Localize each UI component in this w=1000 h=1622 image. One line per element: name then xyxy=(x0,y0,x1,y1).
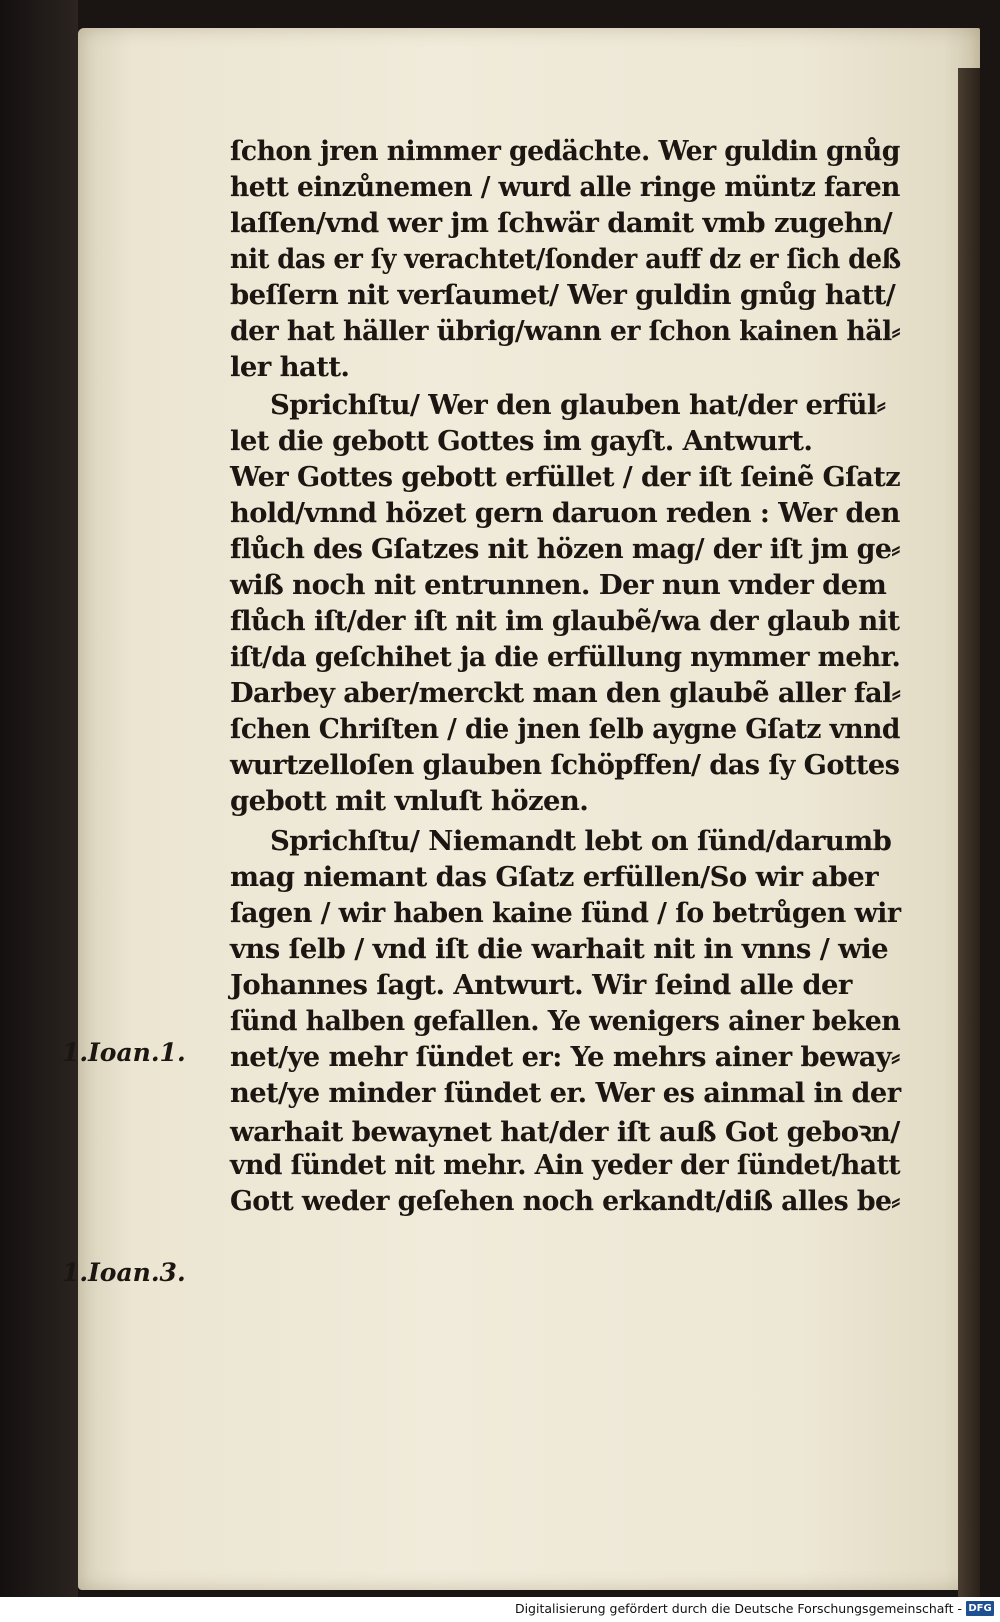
text-line: beſſern nit verſaumet/ Wer guldin gnůg hatt/ xyxy=(230,279,896,311)
margin-reference: 1.Ioan.1. xyxy=(62,1038,186,1067)
text-line: ſagen / wir haben kaine ſünd / ſo betrůgen wir xyxy=(230,897,901,929)
text-line: Sprichſtu/ Wer den glauben hat/der erfül⸗ xyxy=(270,389,886,421)
text-line: vnd ſündet nit mehr. Ain yeder der ſündet/hatt xyxy=(230,1149,901,1181)
text-line: laſſen/vnd wer jm ſchwär damit vmb zugehn/ xyxy=(230,207,893,239)
footer-credit: Digitalisierung gefördert durch die Deutsche Forschungsgemeinschaft - xyxy=(514,1601,962,1616)
binding-shadow-left xyxy=(0,0,78,1597)
text-line: flůch iſt/der iſt nit im glaubẽ/wa der glaub nit xyxy=(230,605,900,637)
dfg-logo: DFG xyxy=(966,1601,994,1616)
text-line: ſchon jren nimmer gedächte. Wer guldin gnůg xyxy=(230,135,900,167)
text-line: wiß noch nit entrunnen. Der nun vnder dem xyxy=(230,569,887,601)
text-line: Sprichſtu/ Niemandt lebt on ſünd/darumb xyxy=(270,825,892,857)
text-line: net/ye mehr ſündet er: Ye mehrs ainer beway⸗ xyxy=(230,1041,900,1073)
text-line: wurtzelloſen glauben ſchöpffen/ das ſy Gottes xyxy=(230,749,900,781)
margin-reference: 1.Ioan.3. xyxy=(62,1258,186,1287)
text-line: gebott mit vnluſt hözen. xyxy=(230,785,589,817)
text-line: ler hatt. xyxy=(230,351,350,383)
text-line: nit das er ſy verachtet/ſonder auff dz er ſich deß xyxy=(230,243,901,275)
text-line: vns ſelb / vnd iſt die warhait nit in vnns / wie xyxy=(230,933,889,965)
text-line: Wer Gottes gebott erfüllet / der iſt ſeinẽ Gſatz xyxy=(230,461,901,493)
text-line: Johannes ſagt. Antwurt. Wir ſeind alle der xyxy=(230,969,852,1001)
text-line: let die gebott Gottes im gayſt. Antwurt. xyxy=(230,425,813,457)
text-line: ſchen Chriſten / die jnen ſelb aygne Gſatz vnnd xyxy=(230,713,900,745)
text-line: iſt/da geſchihet ja die erfüllung nymmer mehr. xyxy=(230,641,901,673)
text-line: der hat häller übrig/wann er ſchon kainen häl⸗ xyxy=(230,315,900,347)
text-line: hold/vnnd hözet gern daruon reden : Wer den xyxy=(230,497,900,529)
text-line: mag niemant das Gſatz erfüllen/So wir aber xyxy=(230,861,878,893)
text-line: Darbey aber/merckt man den glaubẽ aller fal⸗ xyxy=(230,677,901,709)
binding-shadow-right xyxy=(958,68,980,1597)
text-line: hett einzůnemen / wurd alle ringe müntz faren xyxy=(230,171,900,203)
text-line: ſünd halben gefallen. Ye wenigers ainer beken xyxy=(230,1005,901,1037)
footer-bar xyxy=(0,1597,1000,1622)
text-line: net/ye minder ſündet er. Wer es ainmal in der xyxy=(230,1077,901,1109)
text-line: flůch des Gſatzes nit hözen mag/ der iſt jm ge⸗ xyxy=(230,533,900,565)
text-line: warhait bewaynet hat/der iſt auß Got geboꝛn/ xyxy=(230,1116,900,1148)
text-line: Gott weder geſehen noch erkandt/diß alles be⸗ xyxy=(230,1185,900,1217)
